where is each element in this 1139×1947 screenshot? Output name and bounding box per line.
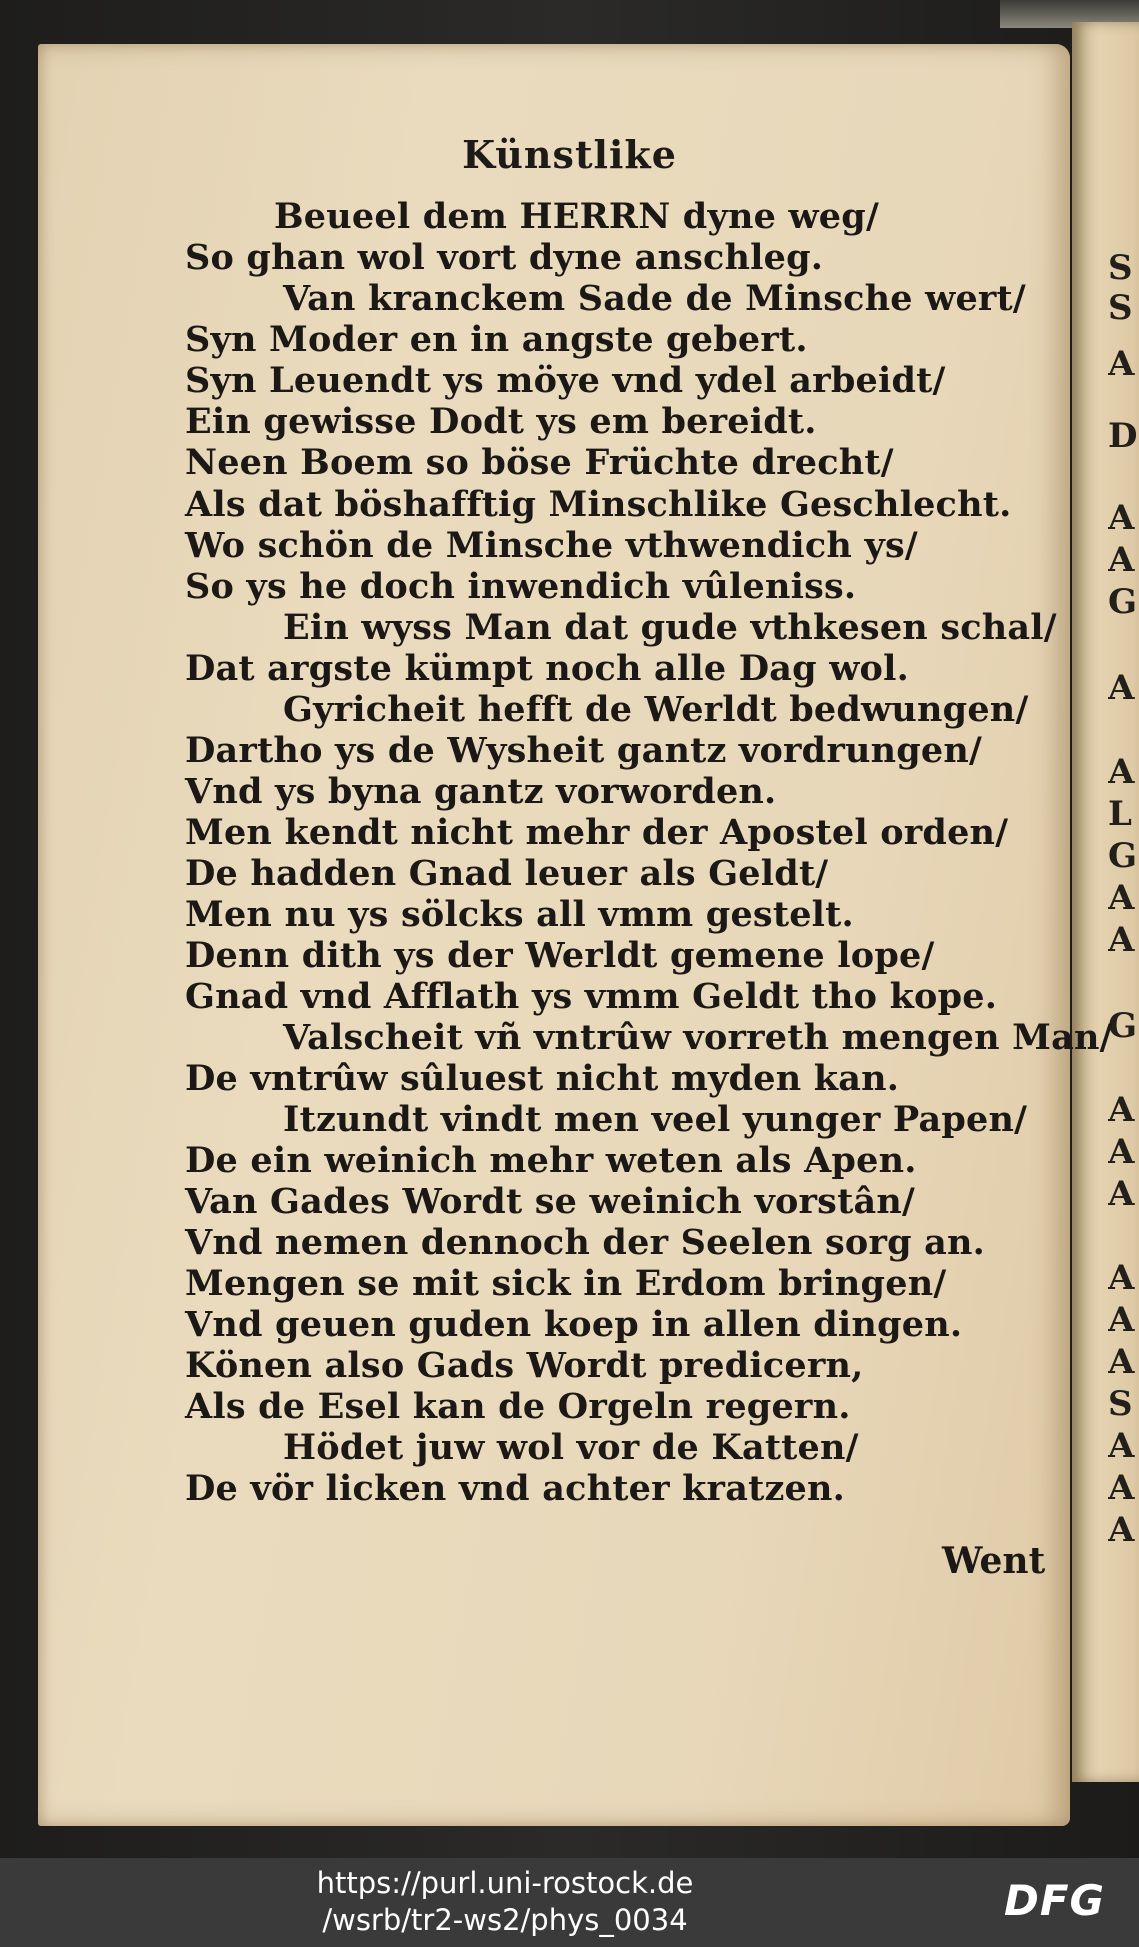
verse-line: Als de Esel kan de Orgeln regern. — [185, 1386, 851, 1427]
verse-line: Gyricheit hefft de Werldt bedwungen/ — [283, 689, 1029, 730]
verse-line: Van kranckem Sade de Minsche wert/ — [283, 278, 1026, 319]
verse-line: Ein wyss Man dat gude vthkesen schal/ — [283, 607, 1057, 648]
page-header: Künstlike — [462, 132, 677, 177]
verse-line: Syn Moder en in angste gebert. — [185, 319, 808, 360]
verse-line: Vnd nemen dennoch der Seelen sorg an. — [185, 1222, 986, 1263]
dfg-logo: DFG — [1004, 1876, 1106, 1925]
verse-line: Beueel dem HERRN dyne weg/ — [274, 196, 879, 237]
verse-line: De hadden Gnad leuer als Geldt/ — [185, 853, 829, 894]
verse-line: Neen Boem so böse Früchte drecht/ — [185, 442, 894, 483]
verse-line: Hödet juw wol vor de Katten/ — [283, 1427, 859, 1468]
verse-line: Men kendt nicht mehr der Apostel orden/ — [185, 812, 1009, 853]
verse-line: Als dat böshafftig Minschlike Geschlecht. — [185, 484, 1012, 525]
verse-line: Valscheit vñ vntrûw vorreth mengen Man/ — [283, 1017, 1113, 1058]
verse-line: Men nu ys sölcks all vmm gestelt. — [185, 894, 854, 935]
permalink-line-1[interactable]: https://purl.uni-rostock.de — [316, 1866, 694, 1900]
verse-line: Dartho ys de Wysheit gantz vordrungen/ — [185, 730, 983, 771]
verse-line: Itzundt vindt men veel yunger Papen/ — [283, 1099, 1028, 1140]
verse-line: Wo schön de Minsche vthwendich ys/ — [185, 525, 918, 566]
verse-line: Van Gades Wordt se weinich vorstân/ — [185, 1181, 915, 1222]
verse-line: Gnad vnd Afflath ys vmm Geldt tho kope. — [185, 976, 998, 1017]
verse-line: So ghan wol vort dyne anschleg. — [185, 237, 824, 278]
verse-line: So ys he doch inwendich vûleniss. — [185, 566, 857, 607]
verse-line: Denn dith ys der Werldt gemene lope/ — [185, 935, 935, 976]
verse-line: Syn Leuendt ys möye vnd ydel arbeidt/ — [185, 360, 946, 401]
verse-line: De vör licken vnd achter kratzen. — [185, 1468, 846, 1509]
catchword: Went — [942, 1540, 1046, 1582]
permalink-line-2[interactable]: /wsrb/tr2-ws2/phys_0034 — [322, 1903, 688, 1937]
verse-line: Mengen se mit sick in Erdom bringen/ — [185, 1263, 947, 1304]
facing-page-text-fragments: S S A D A A G A A L G A A G A A A A A A S A A A — [1108, 248, 1138, 1550]
verse-line: Vnd ys byna gantz vorworden. — [185, 771, 777, 812]
verse-line: Ein gewisse Dodt ys em bereidt. — [185, 401, 817, 442]
verse-line: Könen also Gads Wordt predicern, — [185, 1345, 864, 1386]
verse-line: Dat argste kümpt noch alle Dag wol. — [185, 648, 909, 689]
verse-line: Vnd geuen guden koep in allen dingen. — [185, 1304, 963, 1345]
verse-line: De vntrûw sûluest nicht myden kan. — [185, 1058, 900, 1099]
verse-line: De ein weinich mehr weten als Apen. — [185, 1140, 917, 1181]
